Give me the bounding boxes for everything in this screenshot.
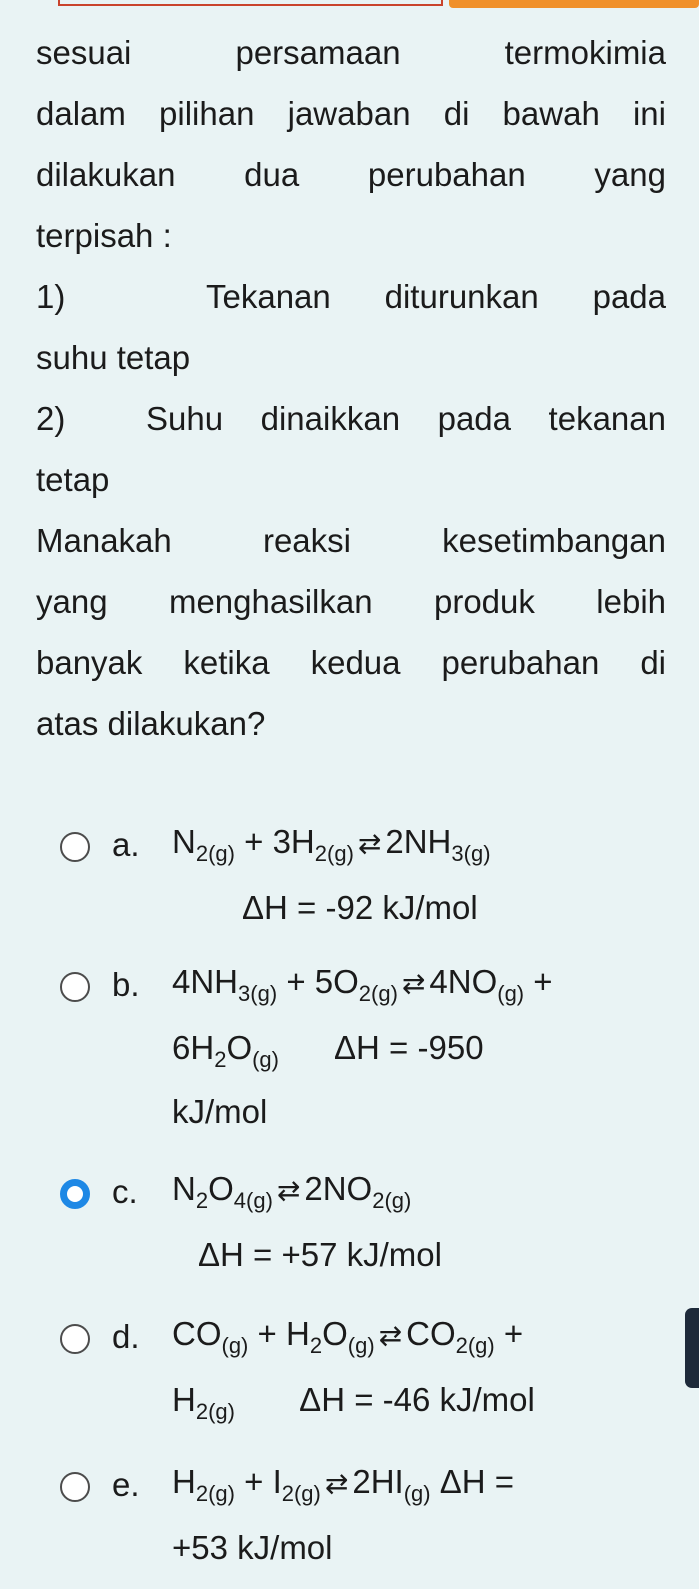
option-e-radio[interactable]: [60, 1472, 90, 1502]
option-a-equation: $N_{2(g)} + 3H_{2(g)}$ ⇄ $2NH_{3(g)}$ ΔH = -92 kJ/mol: [172, 810, 491, 940]
ask-line-2: yang menghasilkan produk lebih: [36, 583, 666, 620]
option-b-radio[interactable]: [60, 972, 90, 1002]
option-e-equation: $H_{2(g)} + I_{2(g)}$ ⇄ $2HI_{(g)}$ ΔH = +53 kJ/mol: [172, 1450, 514, 1580]
condition-1-cont: suhu tetap: [36, 339, 191, 376]
ask-line-1: Manakah reaksi kesetimbangan: [36, 522, 666, 559]
option-b-equation: $4NH_{3(g)} + 5O_{2(g)}$ ⇄ $4NO_{(g)}$ + $6H_2O_{(g)}$ ΔH = -950 kJ/mol: [172, 950, 553, 1144]
option-b[interactable]: [60, 950, 553, 1144]
option-d-radio[interactable]: [60, 1324, 90, 1354]
option-c-enthalpy: ΔH = +57 kJ/mol: [198, 1236, 442, 1273]
option-b-enthalpy: ΔH = -950: [334, 1029, 484, 1066]
condition-2-cont: tetap: [36, 461, 110, 498]
option-e-unit: +53 kJ/mol: [172, 1529, 333, 1566]
top-line-left: [58, 0, 443, 6]
ask-line-4: atas dilakukan?: [36, 705, 266, 742]
option-e[interactable]: [60, 1450, 514, 1580]
question-line-1: sesuai persamaan termokimia: [36, 34, 666, 71]
top-line-right: [449, 0, 699, 8]
option-b-letter: b.: [112, 966, 140, 1003]
condition-2: [36, 388, 666, 449]
condition-2-text: Suhu dinaikkan pada tekanan: [146, 400, 666, 437]
condition-1-text: Tekanan diturunkan pada: [206, 278, 666, 315]
option-e-letter: e.: [112, 1466, 140, 1503]
condition-1-number: 1): [36, 278, 66, 315]
option-a-enthalpy: ΔH = -92 kJ/mol: [242, 889, 478, 926]
top-progress-bar: [0, 0, 699, 10]
condition-1: [36, 266, 666, 327]
condition-2-number: 2): [36, 400, 66, 437]
option-c-radio[interactable]: [60, 1179, 90, 1209]
option-e-enthalpy: ΔH =: [439, 1463, 515, 1500]
question-text: [36, 22, 666, 754]
option-c-letter: c.: [112, 1173, 138, 1210]
option-b-unit: kJ/mol: [172, 1093, 268, 1130]
option-d-letter: d.: [112, 1318, 140, 1355]
option-a-radio[interactable]: [60, 832, 90, 862]
option-a-letter: a.: [112, 826, 140, 863]
question-line-2: dalam pilihan jawaban di bawah ini: [36, 95, 666, 132]
option-c[interactable]: [60, 1157, 442, 1287]
question-line-4: terpisah :: [36, 217, 172, 254]
ask-line-3: banyak ketika kedua perubahan di: [36, 644, 666, 681]
side-panel-tab[interactable]: [685, 1308, 699, 1388]
option-d-equation: $CO_{(g)} + H_2O_{(g)}$ ⇄ $CO_{2(g)}$ + $H_{2(g)}$ ΔH = -46 kJ/mol: [172, 1315, 535, 1424]
option-d-enthalpy: ΔH = -46 kJ/mol: [299, 1381, 535, 1418]
option-d[interactable]: [60, 1302, 535, 1432]
question-line-3: dilakukan dua perubahan yang: [36, 156, 666, 193]
option-c-equation: $N_2O_{4(g)}$ ⇄ $2NO_{2(g)}$ ΔH = +57 kJ/mol: [172, 1157, 442, 1287]
option-a[interactable]: [60, 810, 491, 940]
